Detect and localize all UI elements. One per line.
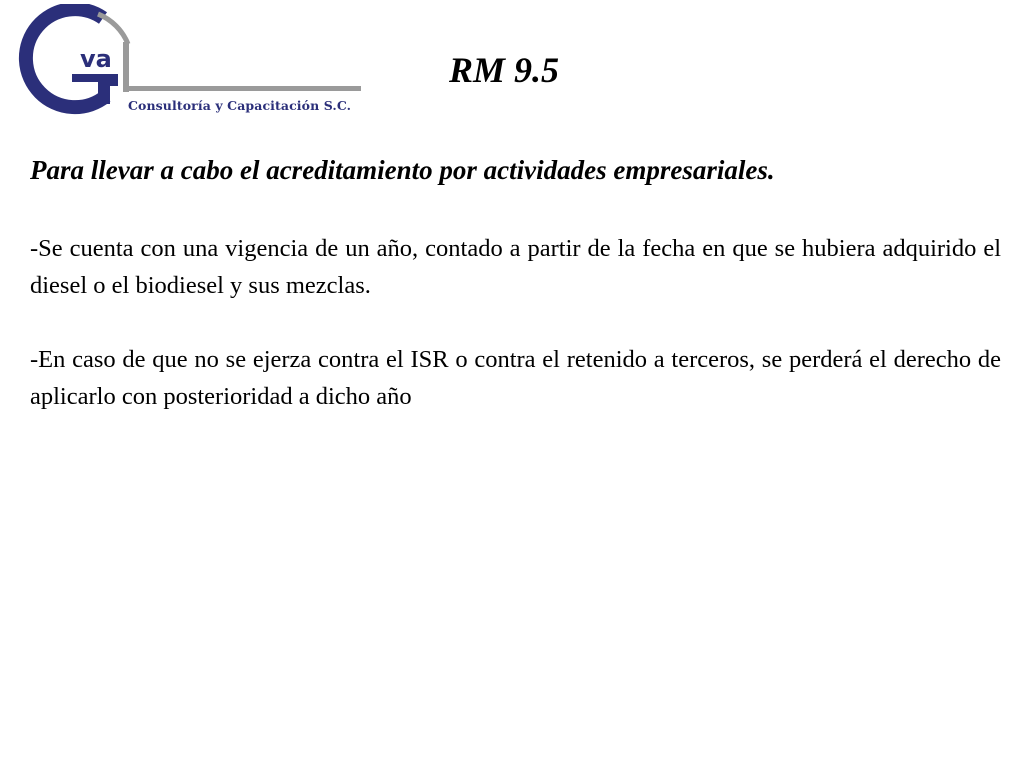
slide-subtitle: Para llevar a cabo el acreditamiento por actividades empresariales. xyxy=(30,155,775,185)
paragraph-perdida-derecho: -En caso de que no se ejerza contra el ISR o contra el retenido a terceros, se perderá el derecho de aplicarlo con posterioridad a dicho año xyxy=(30,346,1001,410)
company-logo xyxy=(6,4,366,116)
paragraph-vigencia: -Se cuenta con una vigencia de un año, contado a partir de la fecha en que se hubiera adquirido el diesel o el biodiesel y sus mezclas. xyxy=(30,235,1001,299)
slide-title: RM 9.5 xyxy=(449,50,560,90)
logo-letters: va xyxy=(80,45,112,73)
logo-tagline: Consultoría y Capacitación S.C. xyxy=(128,98,352,113)
